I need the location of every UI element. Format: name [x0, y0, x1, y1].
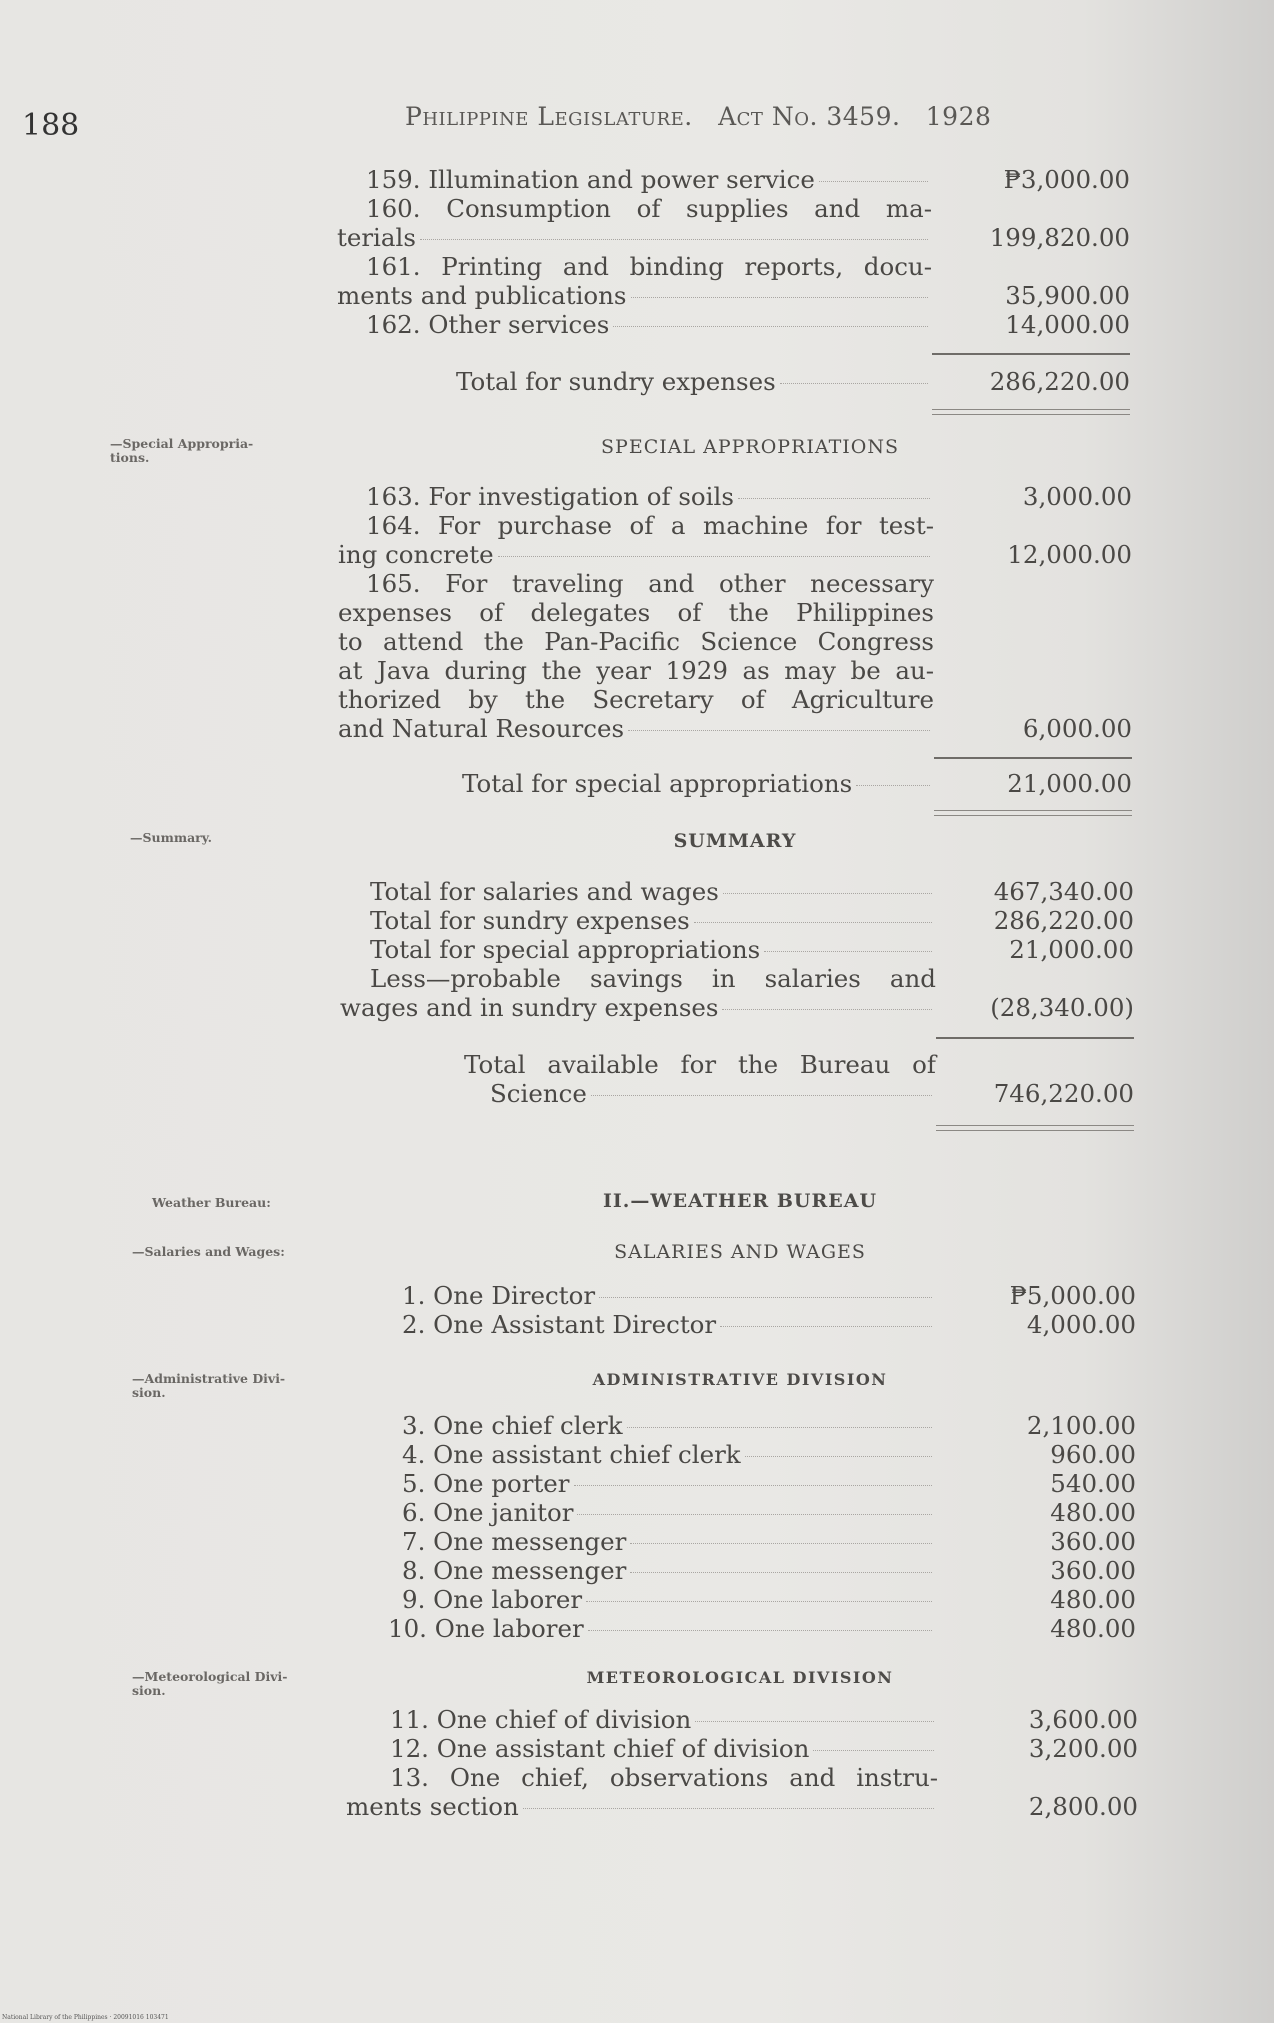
double-rule [934, 810, 1132, 816]
grand-total-amount: 746,220.00 [993, 1079, 1134, 1108]
grand-total-line: Science [490, 1079, 936, 1108]
double-rule [936, 1125, 1134, 1131]
line-item-text: at Java during the year 1929 as may be au- [338, 656, 934, 685]
summary-line-text: Less—probable savings in salaries and [370, 964, 936, 993]
margin-note: —Meteorological Divi- [132, 1669, 288, 1684]
section-heading: SPECIAL APPROPRIATIONS [601, 436, 899, 458]
line-item-amount: 2,800.00 [1028, 1792, 1138, 1821]
line-item-amount: ₱5,000.00 [1009, 1281, 1136, 1310]
line-item-amount: 480.00 [1050, 1498, 1136, 1527]
margin-note: —Administrative Divi- [132, 1371, 286, 1386]
line-item-text: to attend the Pan-Pacific Science Congress [338, 627, 934, 656]
total-amount: 21,000.00 [1007, 769, 1132, 798]
line-item: 7. One messenger [402, 1527, 936, 1556]
margin-note: —Special Appropria- [110, 436, 254, 451]
line-item: and Natural Resources [338, 714, 934, 743]
line-item-amount: 2,100.00 [1026, 1411, 1136, 1440]
line-item: 10. One laborer [388, 1614, 936, 1643]
line-item-amount: 6,000.00 [1022, 714, 1132, 743]
line-item-text: 161. Printing and binding reports, docu- [366, 252, 932, 281]
total-line: Total for sundry expenses [456, 367, 932, 396]
line-item-amount: 14,000.00 [1005, 310, 1130, 339]
summary-line: wages and in sundry expenses [340, 993, 936, 1022]
margin-note: —Summary. [130, 830, 212, 845]
running-head [405, 102, 991, 131]
summary-amount: 21,000.00 [1009, 935, 1134, 964]
sum-rule [932, 353, 1130, 355]
line-item: 9. One laborer [402, 1585, 936, 1614]
division-heading: METEOROLOGICAL DIVISION [586, 1668, 894, 1687]
summary-amount: 467,340.00 [993, 877, 1134, 906]
line-item-amount: 3,000.00 [1022, 482, 1132, 511]
margin-note: —Salaries and Wages: [132, 1244, 285, 1259]
total-line: Total for special appropriations [462, 769, 934, 798]
line-item: ing concrete [338, 540, 934, 569]
line-item-amount: 3,600.00 [1028, 1705, 1138, 1734]
running-head-title: Philippine Legislature. [405, 102, 693, 131]
line-item-text: 160. Consumption of supplies and ma- [366, 194, 932, 223]
line-item-text: thorized by the Secretary of Agriculture [338, 685, 934, 714]
line-item: ments section [346, 1792, 938, 1821]
line-item-amount: 960.00 [1050, 1440, 1136, 1469]
line-item-amount: 199,820.00 [989, 223, 1130, 252]
line-item-amount: 360.00 [1050, 1556, 1136, 1585]
line-item-text: 165. For traveling and other necessary [366, 569, 934, 598]
line-item: ments and publications [337, 281, 932, 310]
line-item: 12. One assistant chief of division [390, 1734, 938, 1763]
line-item-text: expenses of delegates of the Philippines [338, 598, 934, 627]
summary-line: Total for sundry expenses [370, 906, 936, 935]
line-item-amount: 540.00 [1050, 1469, 1136, 1498]
summary-amount: (28,340.00) [990, 993, 1134, 1022]
line-item: 6. One janitor [402, 1498, 936, 1527]
line-item-amount: ₱3,000.00 [1003, 165, 1130, 194]
total-amount: 286,220.00 [989, 367, 1130, 396]
bureau-heading: II.—WEATHER BUREAU [602, 1190, 878, 1212]
line-item-amount: 4,000.00 [1026, 1310, 1136, 1339]
margin-note: sion. [132, 1385, 166, 1400]
sum-rule [936, 1037, 1134, 1039]
double-rule [932, 409, 1130, 415]
summary-line: Total for special appropriations [370, 935, 936, 964]
line-item-amount: 12,000.00 [1007, 540, 1132, 569]
line-item: 8. One messenger [402, 1556, 936, 1585]
line-item: terials [337, 223, 932, 252]
line-item: 159. Illumination and power service [366, 165, 932, 194]
line-item-amount: 360.00 [1050, 1527, 1136, 1556]
line-item: 1. One Director [402, 1281, 936, 1310]
section-heading: SUMMARY [673, 830, 797, 852]
grand-total-text: Total available for the Bureau of [464, 1050, 936, 1079]
line-item-text: 13. One chief, observations and instru- [390, 1763, 938, 1792]
line-item: 11. One chief of division [390, 1705, 938, 1734]
line-item: 5. One porter [402, 1469, 936, 1498]
line-item-text: 164. For purchase of a machine for test- [366, 511, 934, 540]
line-item: 2. One Assistant Director [402, 1310, 936, 1339]
sum-rule [934, 757, 1132, 759]
margin-note: Weather Bureau: [152, 1195, 271, 1210]
line-item-amount: 480.00 [1050, 1614, 1136, 1643]
page-number: 188 [22, 108, 80, 143]
running-head-year: 1928 [925, 102, 992, 131]
margin-note: tions. [110, 450, 150, 465]
line-item: 3. One chief clerk [402, 1411, 936, 1440]
division-heading: ADMINISTRATIVE DIVISION [592, 1370, 888, 1389]
line-item-amount: 3,200.00 [1028, 1734, 1138, 1763]
summary-amount: 286,220.00 [993, 906, 1134, 935]
line-item-amount: 35,900.00 [1005, 281, 1130, 310]
section-heading: SALARIES AND WAGES [614, 1241, 866, 1263]
line-item: 162. Other services [366, 310, 932, 339]
line-item-amount: 480.00 [1050, 1585, 1136, 1614]
margin-note: sion. [132, 1683, 166, 1698]
summary-line: Total for salaries and wages [370, 877, 936, 906]
scan-footer: National Library of the Philippines · 20091016 103471 [2, 2014, 169, 2021]
running-head-act: Act No. 3459. [718, 102, 901, 131]
line-item: 4. One assistant chief clerk [402, 1440, 936, 1469]
line-item: 163. For investigation of soils [366, 482, 934, 511]
